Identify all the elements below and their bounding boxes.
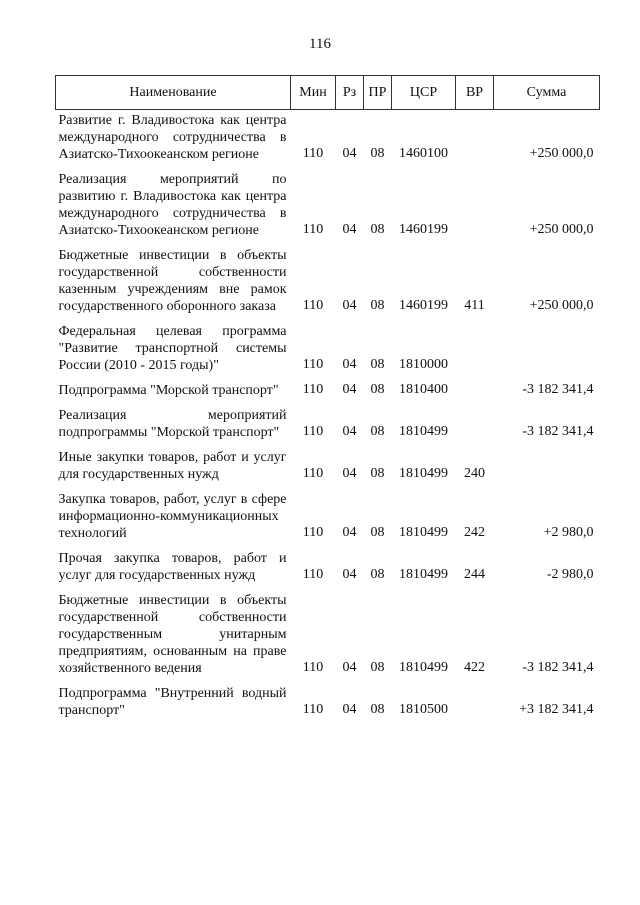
- cell-csr: 1810499: [399, 424, 448, 439]
- cell-sum: -3 182 341,4: [522, 424, 594, 439]
- cell-name: Бюджетные инвестиции в объекты государственной собственности государственным унитарным предприятиям, основанным на праве хозяйственного ведения: [58, 593, 287, 676]
- cell-sum: -3 182 341,4: [522, 382, 594, 397]
- cell-min: 110: [302, 382, 324, 397]
- table-row: [56, 447, 600, 489]
- cell-name: Подпрограмма "Внутренний водный транспорт": [58, 686, 287, 718]
- cell-rz: 04: [342, 525, 357, 540]
- cell-rz: 04: [342, 567, 357, 582]
- cell-vr: 244: [464, 567, 485, 582]
- cell-rz: 04: [342, 357, 357, 372]
- cell-vr: [456, 683, 494, 725]
- cell-name: Бюджетные инвестиции в объекты государственной собственности казенным учреждениям вне рамок государственного оборонного заказа: [58, 248, 287, 314]
- cell-sum: +250 000,0: [529, 146, 594, 161]
- cell-sum: -2 980,0: [546, 567, 594, 582]
- cell-name: Прочая закупка товаров, работ и услуг для государственных нужд: [58, 551, 287, 583]
- cell-rz: 04: [342, 424, 357, 439]
- cell-name: Подпрограмма "Морской транспорт": [58, 383, 279, 398]
- cell-pr: 08: [370, 702, 385, 717]
- cell-pr: 08: [370, 382, 385, 397]
- cell-csr: 1460199: [399, 298, 448, 313]
- cell-vr: 422: [464, 660, 485, 675]
- cell-name: Закупка товаров, работ, услуг в сфере информационно-коммуникационных технологий: [58, 492, 287, 541]
- header-pr: ПР: [364, 76, 392, 110]
- table-row: [56, 380, 600, 405]
- table-row: [56, 321, 600, 380]
- cell-min: 110: [302, 525, 324, 540]
- cell-sum: +3 182 341,4: [519, 702, 594, 717]
- cell-csr: 1810500: [399, 702, 448, 717]
- budget-table: [55, 75, 600, 725]
- cell-vr: [456, 169, 494, 245]
- cell-rz: 04: [342, 660, 357, 675]
- cell-rz: 04: [342, 466, 357, 481]
- cell-min: 110: [302, 298, 324, 313]
- cell-csr: 1810000: [399, 357, 448, 372]
- cell-vr: 411: [464, 298, 485, 313]
- cell-pr: 08: [370, 424, 385, 439]
- cell-rz: 04: [342, 382, 357, 397]
- cell-sum: +250 000,0: [529, 298, 594, 313]
- header-csr: ЦСР: [392, 76, 456, 110]
- cell-rz: 04: [342, 222, 357, 237]
- cell-min: 110: [302, 567, 324, 582]
- cell-sum: [494, 447, 600, 489]
- cell-vr: 242: [464, 525, 485, 540]
- cell-sum: +250 000,0: [529, 222, 594, 237]
- header-name: Наименование: [56, 76, 291, 110]
- cell-min: 110: [302, 424, 324, 439]
- table-row: [56, 683, 600, 725]
- cell-rz: 04: [342, 146, 357, 161]
- cell-pr: 08: [370, 222, 385, 237]
- cell-min: 110: [302, 146, 324, 161]
- table-row: [56, 590, 600, 683]
- cell-rz: 04: [342, 702, 357, 717]
- cell-sum: [494, 321, 600, 380]
- cell-pr: 08: [370, 146, 385, 161]
- cell-vr: [456, 380, 494, 405]
- cell-vr: [456, 321, 494, 380]
- cell-sum: -3 182 341,4: [522, 660, 594, 675]
- cell-csr: 1810499: [399, 660, 448, 675]
- cell-sum: +2 980,0: [543, 525, 594, 540]
- cell-pr: 08: [370, 357, 385, 372]
- cell-pr: 08: [370, 567, 385, 582]
- table-row: [56, 110, 600, 170]
- cell-rz: 04: [342, 298, 357, 313]
- table-header-row: [56, 76, 600, 110]
- header-sum: Сумма: [494, 76, 600, 110]
- table-row: [56, 245, 600, 321]
- cell-pr: 08: [370, 660, 385, 675]
- header-min: Мин: [291, 76, 336, 110]
- table-row: [56, 169, 600, 245]
- cell-name: Развитие г. Владивостока как центра международного сотрудничества в Азиатско-Тихоокеанском регионе: [58, 113, 287, 162]
- cell-min: 110: [302, 222, 324, 237]
- cell-name: Иные закупки товаров, работ и услуг для государственных нужд: [58, 450, 287, 482]
- cell-pr: 08: [370, 525, 385, 540]
- cell-name: Реализация мероприятий подпрограммы "Морской транспорт": [58, 408, 287, 440]
- cell-vr: [456, 405, 494, 447]
- cell-name: Федеральная целевая программа "Развитие транспортной системы России (2010 - 2015 годы)": [58, 324, 287, 373]
- table-row: [56, 548, 600, 590]
- cell-min: 110: [302, 660, 324, 675]
- header-vr: ВР: [456, 76, 494, 110]
- cell-csr: 1460199: [399, 222, 448, 237]
- cell-csr: 1460100: [399, 146, 448, 161]
- cell-vr: 240: [464, 466, 485, 481]
- cell-csr: 1810499: [399, 525, 448, 540]
- cell-csr: 1810499: [399, 466, 448, 481]
- table-row: [56, 489, 600, 548]
- cell-min: 110: [302, 702, 324, 717]
- cell-name: Реализация мероприятий по развитию г. Владивостока как центра международного сотрудничества в Азиатско-Тихоокеанском регионе: [58, 172, 287, 238]
- page-number: 116: [309, 36, 331, 52]
- cell-min: 110: [302, 466, 324, 481]
- table-row: [56, 405, 600, 447]
- cell-vr: [456, 110, 494, 170]
- cell-min: 110: [302, 357, 324, 372]
- table-body: [56, 110, 600, 726]
- cell-pr: 08: [370, 298, 385, 313]
- header-rz: Рз: [336, 76, 364, 110]
- cell-csr: 1810400: [399, 382, 448, 397]
- cell-pr: 08: [370, 466, 385, 481]
- cell-csr: 1810499: [399, 567, 448, 582]
